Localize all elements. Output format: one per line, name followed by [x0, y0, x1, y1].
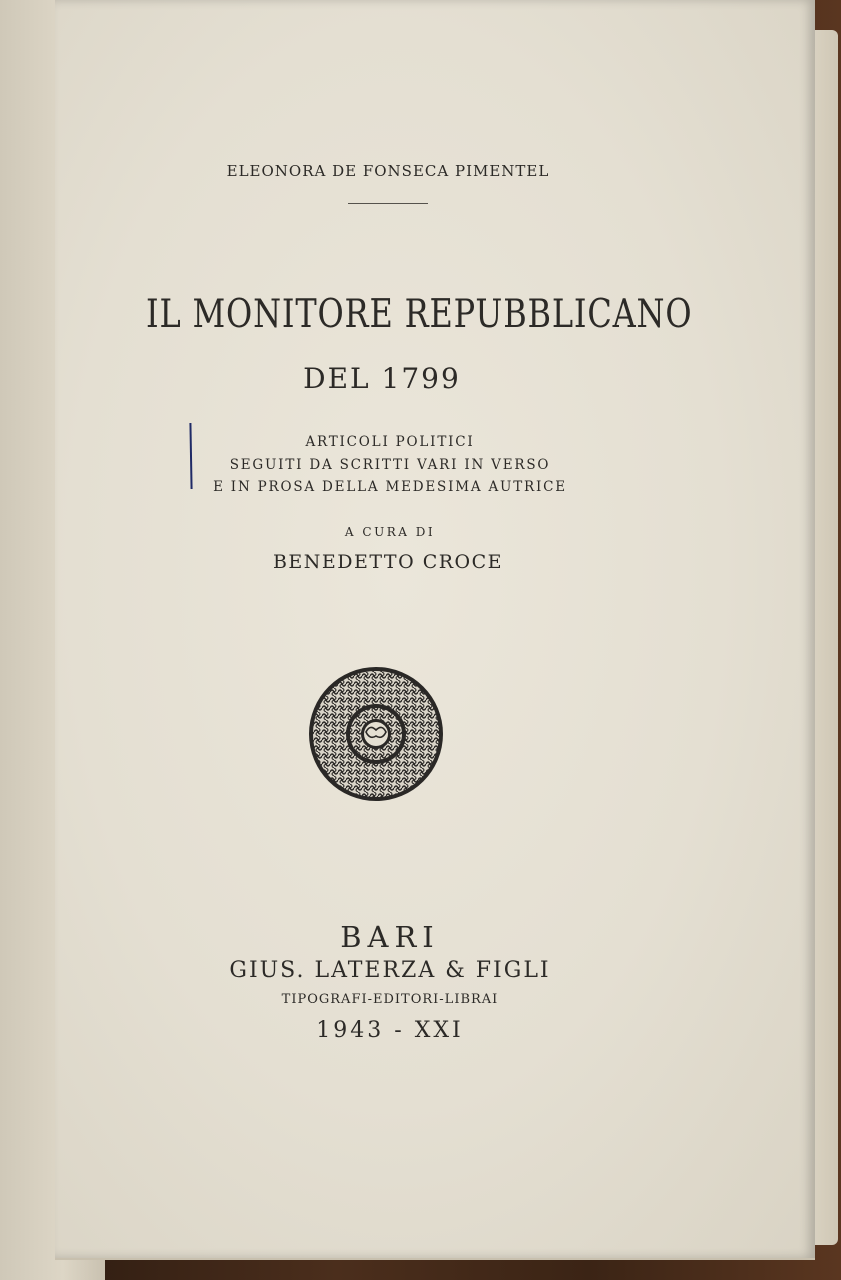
- author-name: ELEONORA DE FONSECA PIMENTEL: [226, 162, 550, 180]
- description-line-1: ARTICOLI POLITICI: [305, 434, 475, 450]
- publisher-name: GIUS. LATERZA & FIGLI: [229, 958, 551, 983]
- description-line-3: E IN PROSA DELLA MEDESIMA AUTRICE: [213, 479, 567, 495]
- book-title: IL MONITORE REPUBBLICANO: [146, 292, 693, 337]
- title-page: [55, 0, 815, 1260]
- publication-year: 1943 - XXI: [316, 1018, 464, 1043]
- publication-city: BARI: [340, 920, 440, 954]
- author-divider: [348, 203, 428, 204]
- description-line-2: SEGUITI DA SCRITTI VARI IN VERSO: [229, 457, 551, 473]
- publisher-seal-icon: [306, 664, 446, 804]
- curated-by-label: A CURA DI: [344, 525, 436, 539]
- publisher-role: TIPOGRAFI-EDITORI-LIBRAI: [281, 992, 499, 1007]
- book-subtitle: DEL 1799: [303, 362, 461, 395]
- editor-name: BENEDETTO CROCE: [272, 551, 504, 573]
